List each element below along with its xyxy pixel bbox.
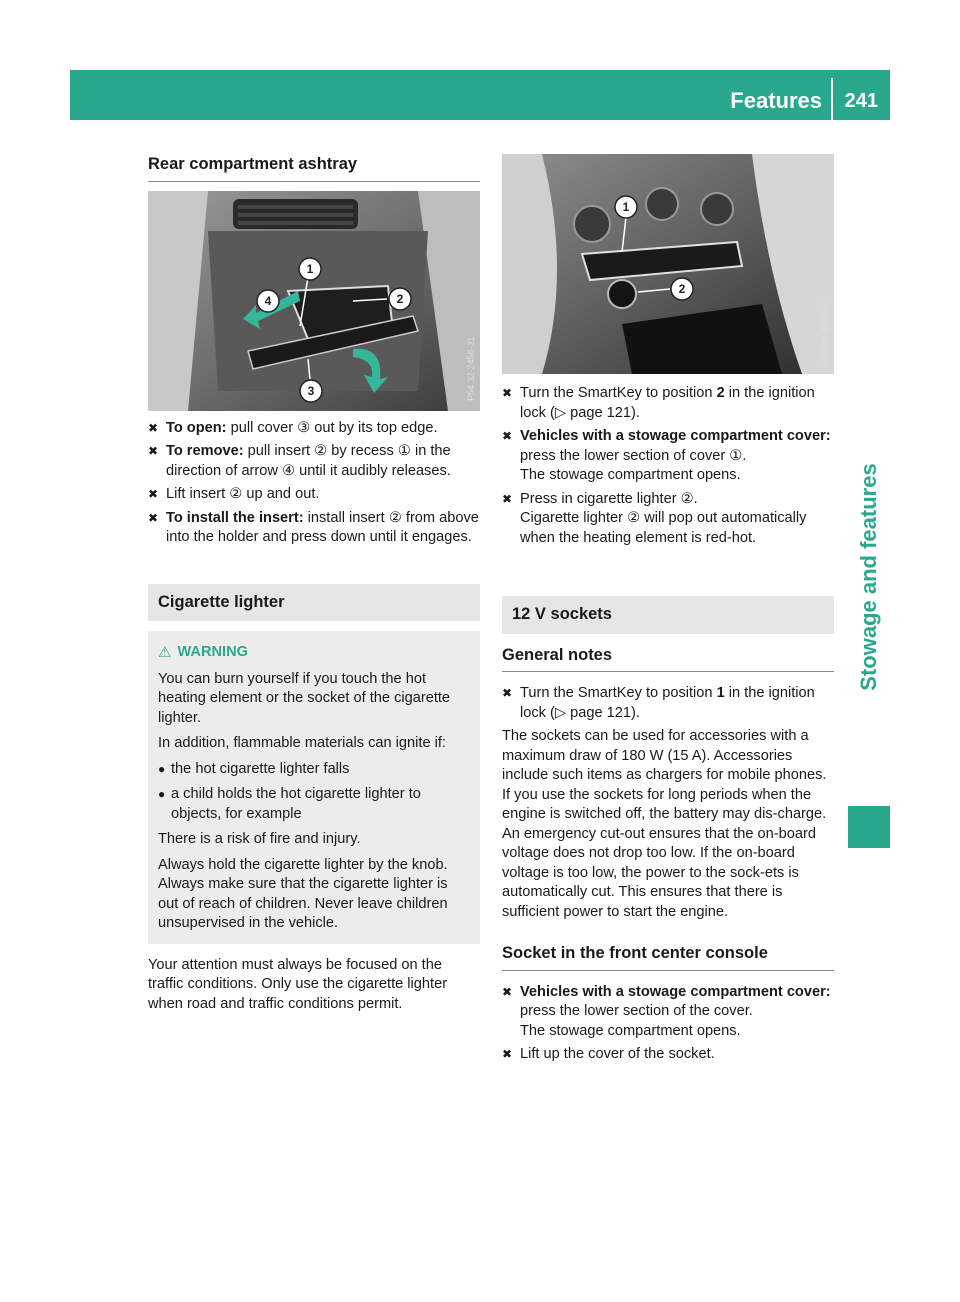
warning-text: You can burn yourself if you touch the hot heating element or the socket of the cigarette lighter. [158,670,451,726]
step-install: ✖ To install the insert: install insert ② from above into the holder and press down until it engages. [148,509,479,545]
lighter-steps [502,384,834,548]
step-arrow-icon: ✖ [148,420,159,435]
step-console-cover: ✖ Vehicles with a stowage compartment cover: press the lower section of the cover. The stowage compartment opens. [502,983,831,1039]
sockets-band: 12 V sockets [502,596,834,634]
console-illustration [502,154,834,374]
console-socket-heading: Socket in the front center console [502,944,834,971]
bullet-icon: ● [158,787,166,801]
step-lift: ✖ Lift insert ② up and out. [148,485,480,505]
ashtray-photo [148,191,480,411]
warning-box [148,631,480,944]
warning-triangle-icon: ⚠ [158,644,172,661]
callout-2-label: 2 [678,282,686,296]
general-notes-heading: General notes [502,646,834,673]
warning-text: In addition, flammable materials can ignite if: [158,735,446,751]
step-smartkey: ✖ Turn the SmartKey to position 2 in the ignition lock (▷ page 121). [502,385,815,421]
warning-text: Always hold the cigarette lighter by the knob. Always make sure that the cigarette lighter is out of reach of children. Never leave children unsupervised in the vehicle. [158,856,448,931]
ashtray-illustration [148,191,480,411]
step-arrow-icon: ✖ [148,444,159,458]
step-arrow-icon: ✖ [502,984,513,999]
callout-3-label: 3 [307,383,315,398]
step-open: ✖ To open: pull cover ③ out by its top edge. [148,419,480,439]
warning-bullets [158,760,470,825]
step-smartkey-1: ✖ Turn the SmartKey to position 1 in the ignition lock (▷ page 121). [502,685,815,721]
step-arrow-icon: ✖ [502,429,513,443]
section-title: Features [730,88,822,113]
callout-2-label: 2 [396,291,404,306]
step-stowage-cover: ✖ Vehicles with a stowage compartment cover: press the lower section of cover ①. The stowage compartment opens. [502,428,831,483]
warning-header [158,643,470,663]
chapter-marker [848,806,890,848]
left-column [148,150,480,1014]
page-number: 241 [844,90,878,112]
ashtray-heading: Rear compartment ashtray [148,150,480,182]
lighter-photo [502,154,834,374]
photo-code: P68.20-8191-31 [820,299,830,364]
callout-1-label: 1 [622,200,630,214]
step-remove: ✖ To remove: pull insert ② by recess ① in the direction of arrow ④ until it audibly releases. [148,443,451,479]
step-press-lighter: ✖ Press in cigarette lighter ②. Cigarette lighter ② will pop out automatically when the heating element is red-hot. [502,490,807,546]
header-bar [70,70,890,120]
sockets-steps [502,684,834,723]
step-arrow-icon: ✖ [502,1047,513,1061]
warning-title: WARNING [177,644,248,660]
bullet-icon: ● [158,761,166,776]
step-arrow-icon: ✖ [502,491,513,506]
step-arrow-icon: ✖ [502,386,513,400]
paragraph: If you use the sockets for long periods when the engine is switched off, the battery may dis-charge. [502,786,827,822]
paragraph: An emergency cut-out ensures that the on-board voltage does not drop too low. If the on-board voltage is too low, the power to the sock-ets is automatically cut. This ensures that there is sufficient power to start the engine. [502,825,816,920]
header-divider [831,78,833,120]
console-steps [502,983,834,1065]
list-item: ● a child holds the hot cigarette lighter to objects, for example [158,786,421,822]
callout-1-label: 1 [306,261,314,276]
photo-code: P54.32-2458-31 [466,335,476,401]
chapter-side-tab-label: Stowage and features [856,463,881,691]
warning-text: There is a risk of fire and injury. [158,831,361,847]
attention-paragraph: Your attention must always be focused on the traffic conditions. Only use the cigarette lighter when road and traffic conditions permit. [148,956,448,1012]
ashtray-steps [148,419,480,548]
callout-4-label: 4 [264,293,272,308]
step-arrow-icon: ✖ [502,686,513,700]
step-arrow-icon: ✖ [148,510,159,525]
chapter-side-tab[interactable] [848,452,890,702]
step-arrow-icon: ✖ [148,487,159,501]
cigarette-lighter-band: Cigarette lighter [148,584,480,622]
right-column [502,154,834,1065]
list-item: ● the hot cigarette lighter falls [158,760,470,780]
step-lift-socket-cover: ✖ Lift up the cover of the socket. [502,1045,834,1065]
paragraph: The sockets can be used for accessories with a maximum draw of 180 W (15 A). Accessories include such items as chargers for mobile phones. [502,728,827,783]
